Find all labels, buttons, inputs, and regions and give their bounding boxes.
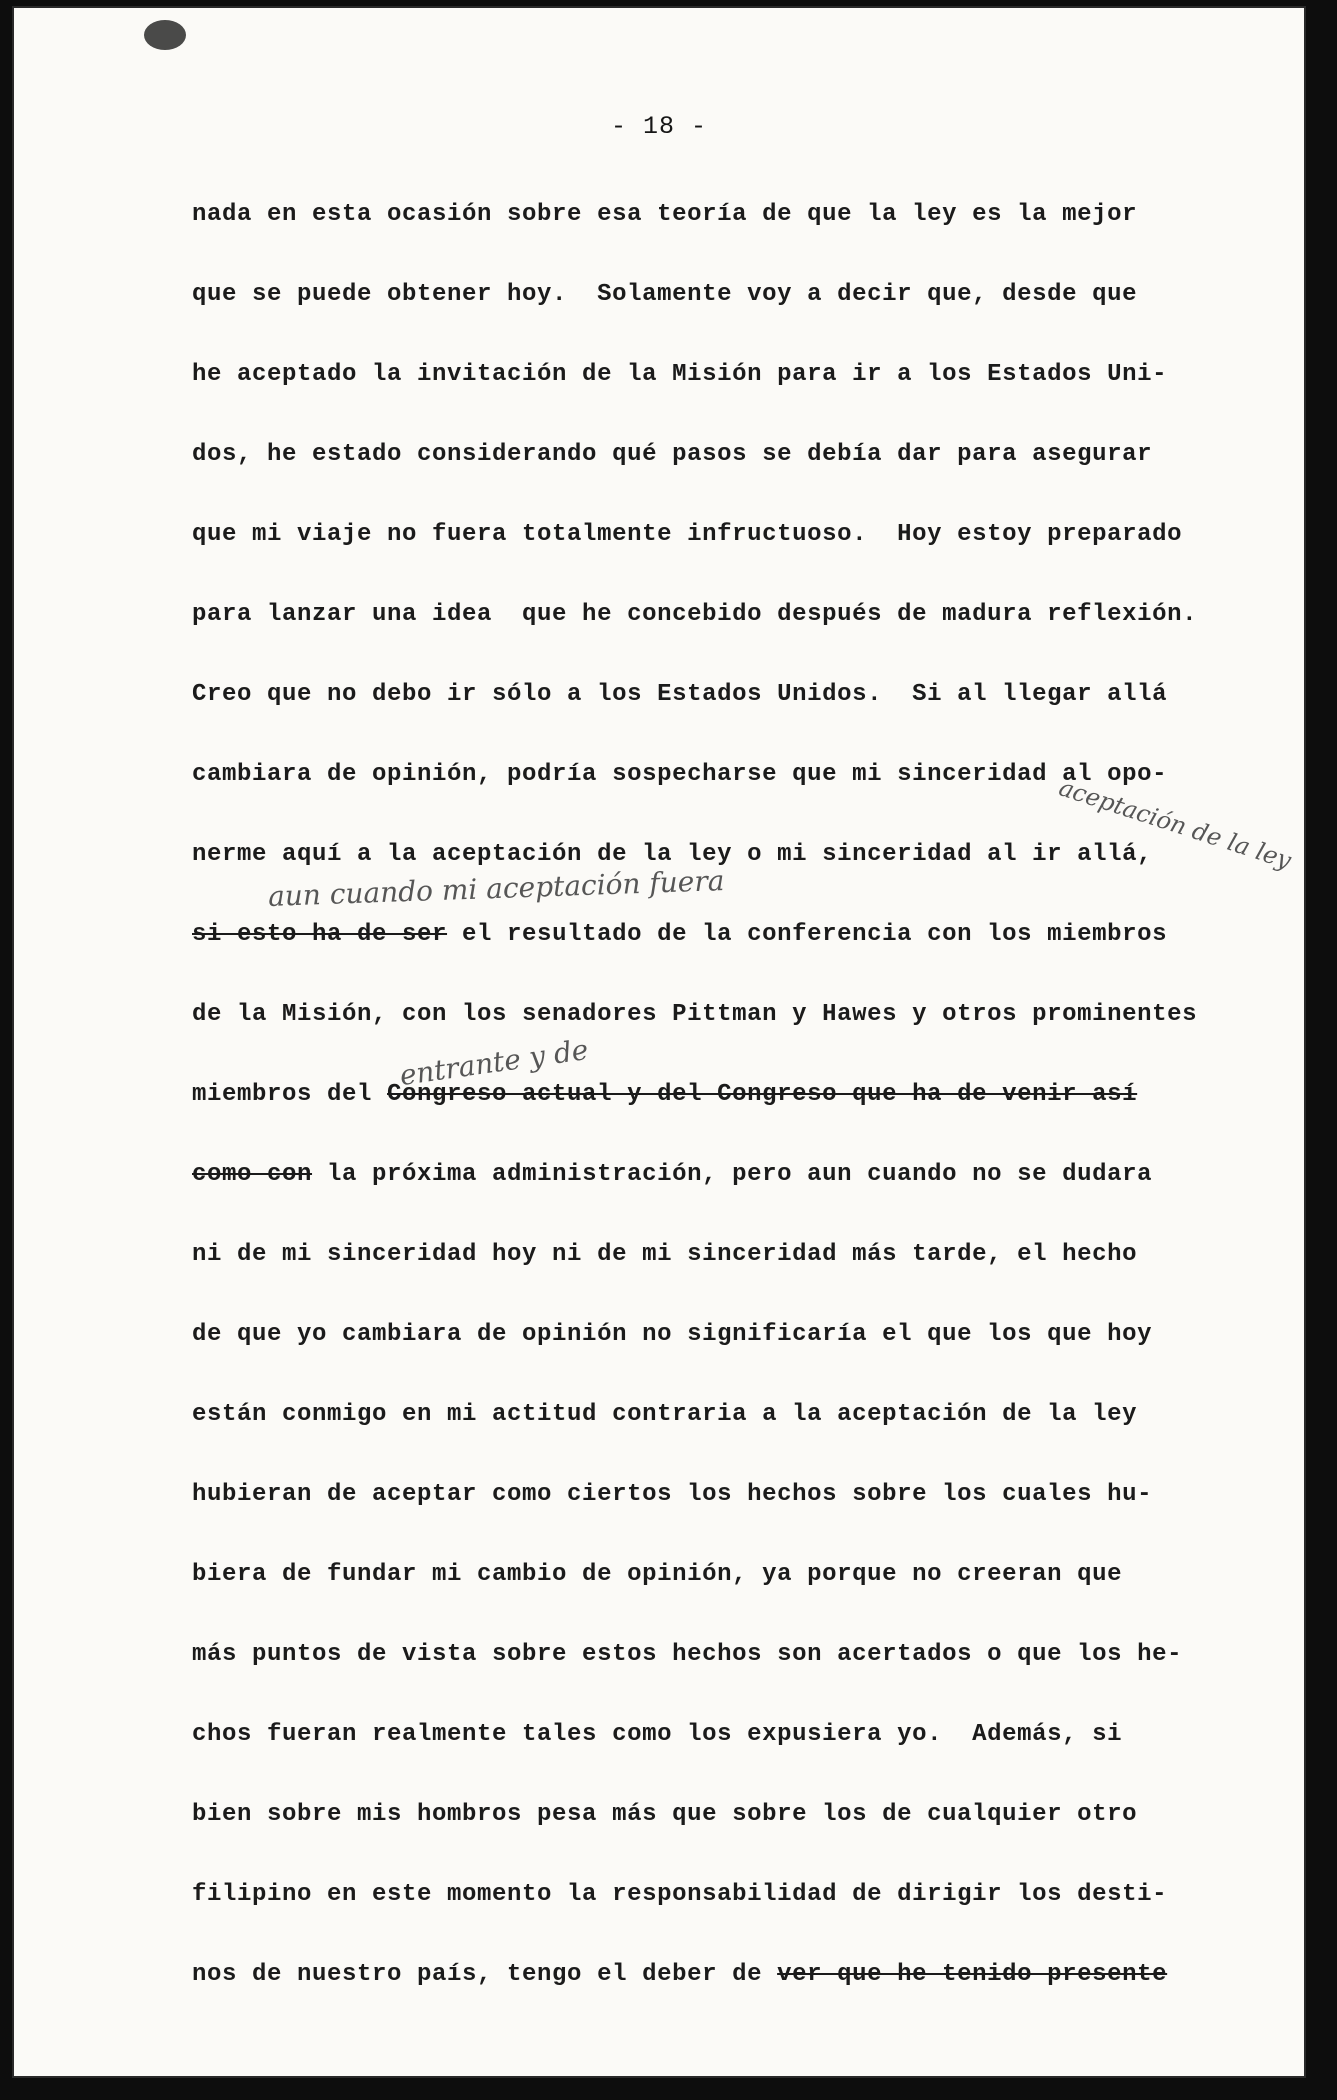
- text-line: filipino en este momento la responsabilidad de dirigir los desti-: [192, 1881, 1168, 1908]
- text-line: que se puede obtener hoy. Solamente voy a decir que, desde que: [192, 281, 1138, 308]
- text-line: más puntos de vista sobre estos hechos son acertados o que los he-: [192, 1641, 1183, 1668]
- text-fragment: miembros del: [192, 1081, 388, 1108]
- text-line-with-strike: [192, 1948, 1272, 2028]
- text-fragment: la próxima administración, pero aun cuando no se dudara: [312, 1161, 1153, 1188]
- handwritten-margin-note: aceptación de la ley: [1055, 773, 1295, 875]
- text-line: Creo que no debo ir sólo a los Estados Unidos. Si al llegar allá: [192, 681, 1168, 708]
- body-text: [192, 188, 1272, 2028]
- handwritten-insertion: aun cuando mi aceptación fuera: [267, 864, 725, 913]
- struck-text: Congreso actual y del Congreso que ha de venir así: [387, 1081, 1138, 1108]
- text-line-with-strike: [192, 1148, 1272, 1228]
- document-page: [14, 8, 1304, 2076]
- text-line: chos fueran realmente tales como los expusiera yo. Además, si: [192, 1721, 1123, 1748]
- text-line: bien sobre mis hombros pesa más que sobre los de cualquier otro: [192, 1801, 1138, 1828]
- text-line: de que yo cambiara de opinión no significaría el que los que hoy: [192, 1321, 1153, 1348]
- text-line: nerme aquí a la aceptación de la ley o mi sinceridad al ir allá,: [192, 841, 1153, 868]
- page-number: - 18 -: [610, 112, 707, 141]
- text-line: cambiara de opinión, podría sospecharse que mi sinceridad al opo-: [192, 761, 1168, 788]
- text-line: ni de mi sinceridad hoy ni de mi sinceridad más tarde, el hecho: [192, 1241, 1138, 1268]
- text-line: de la Misión, con los senadores Pittman y Hawes y otros prominentes: [192, 1001, 1198, 1028]
- text-line: para lanzar una idea que he concebido después de madura reflexión.: [192, 601, 1198, 628]
- struck-text: ver que he tenido presente: [777, 1961, 1168, 1988]
- text-line: que mi viaje no fuera totalmente infructuoso. Hoy estoy preparado: [192, 521, 1183, 548]
- text-line: están conmigo en mi actitud contraria a la aceptación de la ley: [192, 1401, 1138, 1428]
- text-line: he aceptado la invitación de la Misión para ir a los Estados Uni-: [192, 361, 1168, 388]
- ink-blot: [144, 20, 186, 50]
- text-line: dos, he estado considerando qué pasos se debía dar para asegurar: [192, 441, 1153, 468]
- struck-text: como con: [192, 1161, 313, 1188]
- text-line: biera de fundar mi cambio de opinión, ya porque no creeran que: [192, 1561, 1123, 1588]
- struck-text: si esto ha de ser: [192, 921, 448, 948]
- text-line-with-strike: [192, 1068, 1272, 1148]
- text-fragment: nos de nuestro país, tengo el deber de: [192, 1961, 778, 1988]
- text-line-with-strike: [192, 908, 1272, 988]
- text-fragment: el resultado de la conferencia con los miembros: [447, 921, 1168, 948]
- text-line: hubieran de aceptar como ciertos los hechos sobre los cuales hu-: [192, 1481, 1153, 1508]
- handwritten-insertion: entrante y de: [397, 1032, 591, 1093]
- text-line: nada en esta ocasión sobre esa teoría de que la ley es la mejor: [192, 201, 1138, 228]
